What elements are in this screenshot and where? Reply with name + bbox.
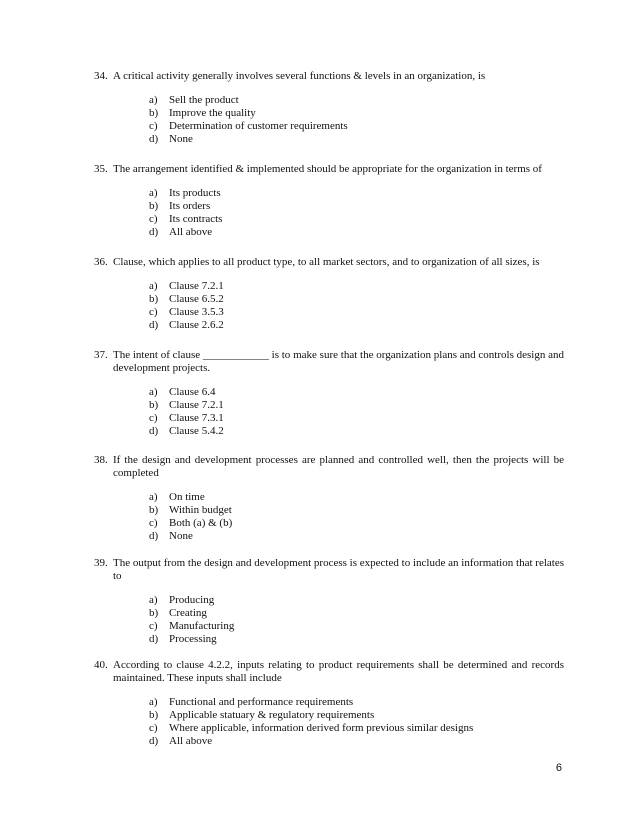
option-letter: a) bbox=[149, 594, 158, 606]
answer-option bbox=[94, 735, 564, 748]
option-letter: b) bbox=[149, 399, 159, 411]
question-35 bbox=[94, 163, 564, 239]
option-text: Producing bbox=[169, 594, 215, 606]
option-letter: a) bbox=[149, 696, 158, 708]
option-text: Clause 6.4 bbox=[169, 386, 216, 398]
answer-option bbox=[94, 213, 564, 226]
option-text: Processing bbox=[169, 633, 217, 645]
question-text: If the design and development processes are planned and controlled well, then the projects will be completed bbox=[113, 454, 564, 479]
option-letter: d) bbox=[149, 226, 159, 238]
answer-option bbox=[94, 94, 564, 107]
option-text: Both (a) & (b) bbox=[169, 517, 233, 529]
option-letter: c) bbox=[149, 517, 158, 529]
question-39 bbox=[94, 557, 564, 646]
question-40 bbox=[94, 659, 564, 748]
answer-option bbox=[94, 319, 564, 332]
answer-options bbox=[94, 94, 564, 146]
answer-option bbox=[94, 594, 564, 607]
question-number: 39. bbox=[94, 557, 108, 569]
answer-option bbox=[94, 722, 564, 735]
answer-options bbox=[94, 187, 564, 239]
answer-option bbox=[94, 399, 564, 412]
answer-option bbox=[94, 306, 564, 319]
option-letter: b) bbox=[149, 709, 159, 721]
option-letter: b) bbox=[149, 293, 159, 305]
answer-option bbox=[94, 107, 564, 120]
question-number: 35. bbox=[94, 163, 108, 175]
option-text: Its contracts bbox=[169, 213, 223, 225]
question-text: Clause, which applies to all product type, to all market sectors, and to organization of all sizes, is bbox=[113, 256, 540, 268]
option-letter: c) bbox=[149, 722, 158, 734]
page-number: 6 bbox=[555, 762, 562, 774]
option-text: Clause 3.5.3 bbox=[169, 306, 224, 318]
option-letter: b) bbox=[149, 504, 159, 516]
option-text: Applicable statuary & regulatory requirements bbox=[169, 709, 375, 721]
answer-option bbox=[94, 133, 564, 146]
question-34 bbox=[94, 70, 564, 146]
option-text: Its orders bbox=[169, 200, 211, 212]
option-text: Improve the quality bbox=[169, 107, 256, 119]
answer-option bbox=[94, 709, 564, 722]
answer-option bbox=[94, 696, 564, 709]
option-text: Clause 7.2.1 bbox=[169, 399, 224, 411]
question-number: 37. bbox=[94, 349, 108, 361]
answer-option bbox=[94, 504, 564, 517]
option-letter: c) bbox=[149, 412, 158, 424]
option-text: Clause 2.6.2 bbox=[169, 319, 224, 331]
question-text: The arrangement identified & implemented should be appropriate for the organization in terms of bbox=[113, 163, 542, 175]
answer-options bbox=[94, 594, 564, 646]
answer-option bbox=[94, 187, 564, 200]
option-letter: c) bbox=[149, 120, 158, 132]
answer-option bbox=[94, 386, 564, 399]
option-letter: d) bbox=[149, 319, 159, 331]
option-letter: c) bbox=[149, 306, 158, 318]
question-text: The intent of clause ____________ is to make sure that the organization plans and controls design and development projects. bbox=[113, 349, 564, 374]
option-letter: a) bbox=[149, 280, 158, 292]
answer-option bbox=[94, 620, 564, 633]
option-letter: a) bbox=[149, 94, 158, 106]
question-38 bbox=[94, 454, 564, 543]
question-number: 34. bbox=[94, 70, 108, 82]
option-text: Clause 7.2.1 bbox=[169, 280, 224, 292]
option-text: Determination of customer requirements bbox=[169, 120, 348, 132]
option-letter: b) bbox=[149, 107, 159, 119]
question-number: 36. bbox=[94, 256, 108, 268]
answer-option bbox=[94, 412, 564, 425]
option-text: All above bbox=[169, 226, 213, 238]
answer-options bbox=[94, 491, 564, 543]
option-text: Sell the product bbox=[169, 94, 239, 106]
option-letter: b) bbox=[149, 200, 159, 212]
option-text: Manufacturing bbox=[169, 620, 235, 632]
answer-options bbox=[94, 386, 564, 438]
option-letter: a) bbox=[149, 187, 158, 199]
answer-option bbox=[94, 517, 564, 530]
answer-option bbox=[94, 120, 564, 133]
option-letter: d) bbox=[149, 530, 159, 542]
answer-option bbox=[94, 200, 564, 213]
answer-option bbox=[94, 280, 564, 293]
question-number: 40. bbox=[94, 659, 108, 671]
answer-option bbox=[94, 633, 564, 646]
answer-option bbox=[94, 491, 564, 504]
option-text: On time bbox=[169, 491, 205, 503]
option-letter: a) bbox=[149, 491, 158, 503]
question-37 bbox=[94, 349, 564, 438]
option-text: Creating bbox=[169, 607, 207, 619]
question-number: 38. bbox=[94, 454, 108, 466]
option-text: All above bbox=[169, 735, 213, 747]
option-text: Functional and performance requirements bbox=[169, 696, 354, 708]
option-letter: a) bbox=[149, 386, 158, 398]
option-letter: d) bbox=[149, 133, 159, 145]
answer-option bbox=[94, 226, 564, 239]
answer-option bbox=[94, 425, 564, 438]
option-text: Where applicable, information derived form previous similar designs bbox=[169, 722, 474, 734]
answer-option bbox=[94, 607, 564, 620]
option-letter: d) bbox=[149, 633, 159, 645]
option-letter: d) bbox=[149, 735, 159, 747]
answer-options bbox=[94, 696, 564, 748]
option-text: Its products bbox=[169, 187, 221, 199]
option-text: Within budget bbox=[169, 504, 232, 516]
question-36 bbox=[94, 256, 564, 332]
option-letter: c) bbox=[149, 213, 158, 225]
option-letter: b) bbox=[149, 607, 159, 619]
answer-options bbox=[94, 280, 564, 332]
option-text: None bbox=[169, 530, 193, 542]
answer-option bbox=[94, 530, 564, 543]
question-text: A critical activity generally involves several functions & levels in an organization, is bbox=[113, 70, 486, 82]
option-text: Clause 6.5.2 bbox=[169, 293, 224, 305]
option-text: Clause 7.3.1 bbox=[169, 412, 224, 424]
option-letter: c) bbox=[149, 620, 158, 632]
option-text: Clause 5.4.2 bbox=[169, 425, 224, 437]
question-text: The output from the design and development process is expected to include an information that relates to bbox=[113, 557, 564, 582]
question-text: According to clause 4.2.2, inputs relating to product requirements shall be determined and records maintained. These inputs shall include bbox=[113, 659, 564, 684]
answer-option bbox=[94, 293, 564, 306]
option-letter: d) bbox=[149, 425, 159, 437]
option-text: None bbox=[169, 133, 193, 145]
